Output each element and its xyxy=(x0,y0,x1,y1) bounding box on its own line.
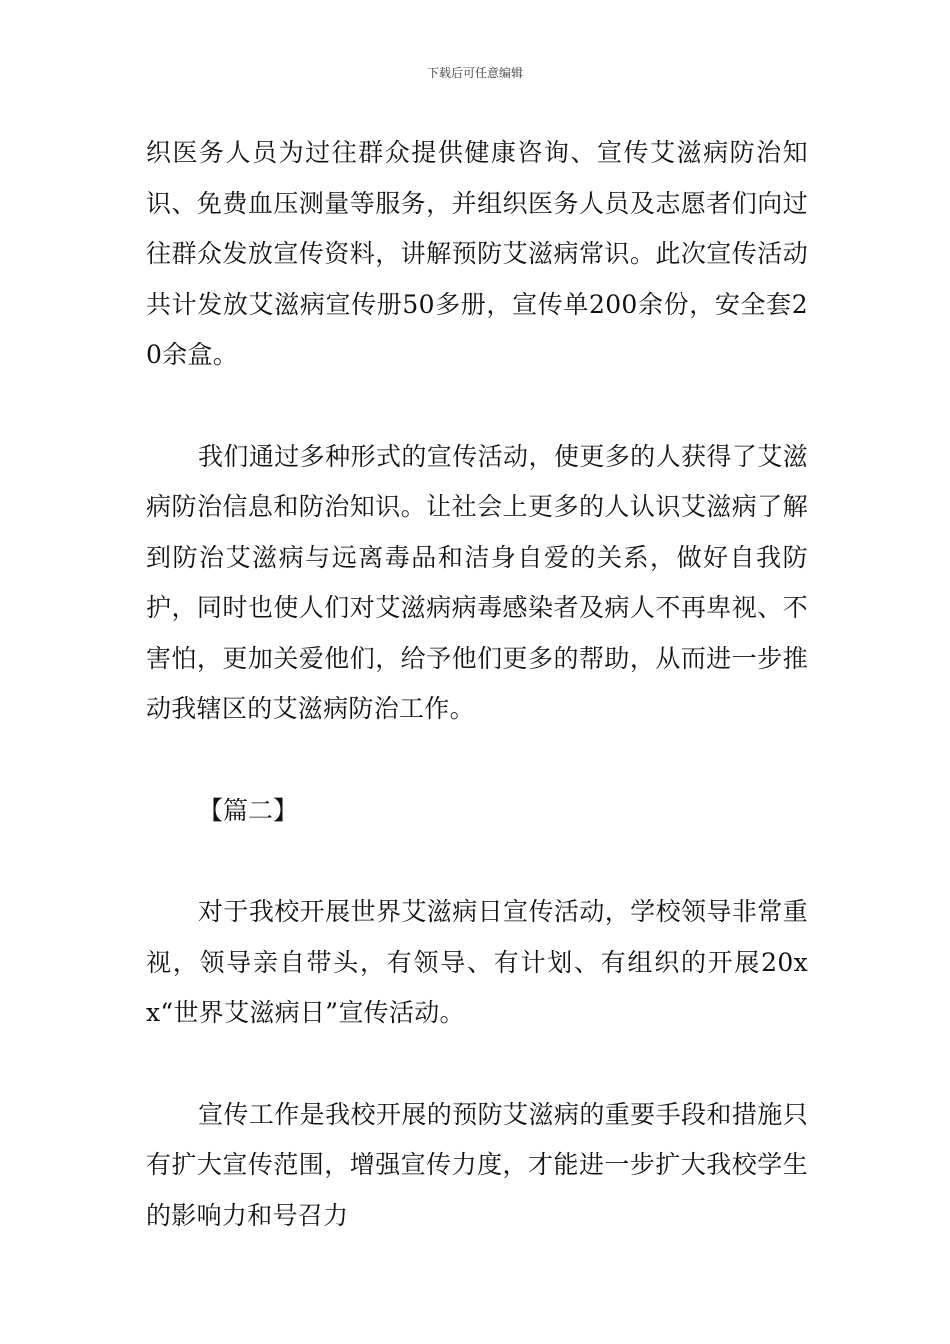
page-header-note: 下载后可任意编辑 xyxy=(426,66,523,80)
paragraph-4: 宣传工作是我校开展的预防艾滋病的重要手段和措施只有扩大宣传范围，增强宣传力度，才能进一步扩大我校学生的影响力和号召力 xyxy=(146,1099,808,1230)
paragraph-gap xyxy=(146,836,808,887)
paragraph-2: 我们通过多种形式的宣传活动，使更多的人获得了艾滋病防治信息和防治知识。让社会上更多的人认识艾滋病了解到防治艾滋病与远离毒品和洁身自爱的关系，做好自我防护，同时也使人们对艾滋病病毒感染者及病人不再卑视、不害怕，更加关爱他们，给予他们更多的帮助，从而进一步推动我辖区的艾滋病防治工作。 xyxy=(146,441,808,723)
document-body xyxy=(146,128,808,1241)
section-heading: 【篇二】 xyxy=(198,795,299,825)
paragraph-gap xyxy=(146,381,808,432)
paragraph-1: 织医务人员为过往群众提供健康咨询、宣传艾滋病防治知识、免费血压测量等服务，并组织医务人员及志愿者们向过往群众发放宣传资料，讲解预防艾滋病常识。此次宣传活动共计发放艾滋病宣传册50多册，宣传单200余份，安全套20余盒。 xyxy=(146,138,808,369)
paragraph-gap xyxy=(146,735,808,786)
paragraph-gap xyxy=(146,1039,808,1090)
paragraph-3: 对于我校开展世界艾滋病日宣传活动，学校领导非常重视，领导亲自带头，有领导、有计划、有组织的开展20xx“世界艾滋病日”宣传活动。 xyxy=(146,897,808,1027)
